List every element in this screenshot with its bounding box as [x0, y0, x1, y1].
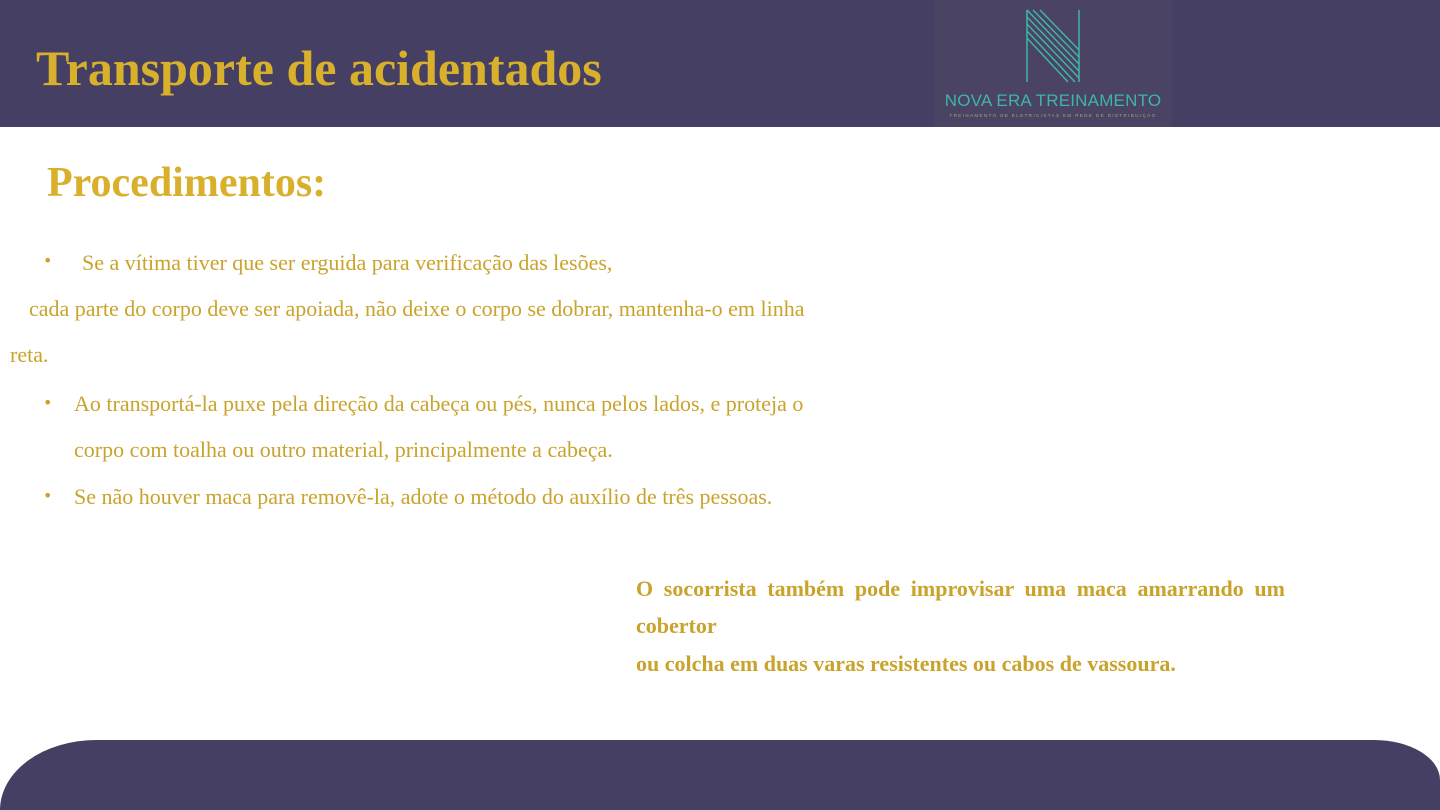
footer-bar [0, 740, 1440, 810]
logo-name: NOVA ERA TREINAMENTO [944, 91, 1162, 110]
bullet-icon: • [43, 486, 53, 505]
list-item-line: cada parte do corpo deve ser apoiada, não deixe o corpo se dobrar, mantenha-o em linha [29, 296, 805, 321]
section-subtitle: Procedimentos: [47, 160, 327, 206]
bullet-icon: • [43, 251, 53, 270]
note-paragraph: O socorrista também pode improvisar uma maca amarrando um cobertor [636, 576, 1285, 639]
list-item-line: Ao transportá-la puxe pela direção da cabeça ou pés, nunca pelos lados, e proteja o [74, 391, 804, 416]
company-logo [934, 0, 1172, 127]
nova-era-logo-icon [1025, 8, 1081, 84]
logo-tagline: TREINAMENTO DE ELETRICISTAS EM REDE DE DISTRIBUIÇÃO [949, 113, 1157, 118]
list-item-line: Se não houver maca para removê-la, adote o método do auxílio de três pessoas. [74, 484, 773, 509]
list-item-line: corpo com toalha ou outro material, principalmente a cabeça. [74, 437, 613, 462]
bullet-icon: • [43, 393, 53, 412]
page-title: Transporte de acidentados [36, 40, 602, 96]
improvised-stretcher-note [636, 570, 1285, 682]
note-paragraph: ou colcha em duas varas resistentes ou cabos de vassoura. [636, 650, 1176, 676]
list-item-line: reta. [10, 342, 49, 367]
list-item-line: Se a vítima tiver que ser erguida para verificação das lesões, [82, 250, 613, 275]
